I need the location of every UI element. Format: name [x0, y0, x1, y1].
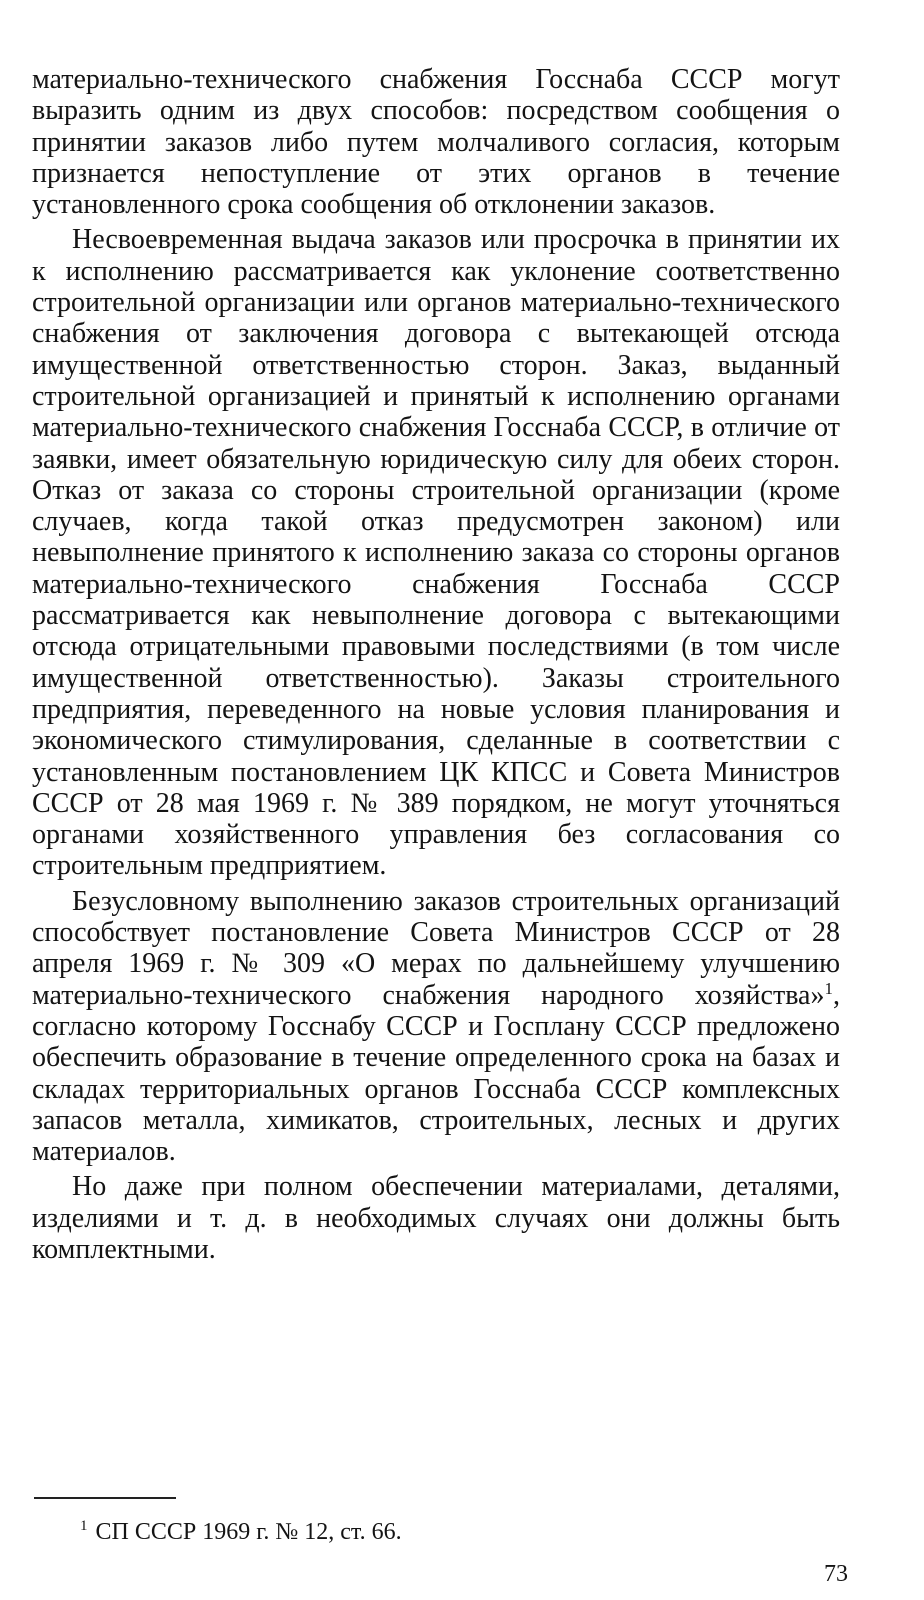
footnote-text: СП СССР 1969 г. № 12, ст. 66.	[95, 1519, 402, 1545]
footnote-mark: 1	[80, 1518, 88, 1534]
paragraph-3-text-after: , согласно которому Госснабу СССР и Госплану СССР предложено обеспечить образование в течение определенного срока на базах и складах территориальных органов Госснаба СССР комплексных запасов металла, химикатов, строительных, лесных и других материалов.	[32, 979, 840, 1168]
footnote-divider	[34, 1497, 176, 1499]
paragraph-2: Несвоевременная выдача заказов или просрочка в принятии их к исполнению рассматривается как уклонение соответственно строительной организации или органов материально-технического снабжения от заключения договора с вытекающей отсюда имущественной ответственностью сторон. Заказ, выданный строительной организацией и принятый к исполнению органами материально-технического снабжения Госснаба СССР, в отличие от заявки, имеет обязательную юридическую силу для обеих сторон. Отказ от заказа со стороны строительной организации (кроме случаев, когда такой отказ предусмотрен законом) или невыполнение принятого к исполнению заказа со стороны органов материально-технического снабжения Госснаба СССР рассматривается как невыполнение договора с вытекающими отсюда отрицательными правовыми последствиями (в том числе имущественной ответственностью). Заказы строительного предприятия, переведенного на новые условия планирования и экономического стимулирования, сделанные в соответствии с установленным постановлением ЦК КПСС и Совета Министров СССР от 28 мая 1969 г. № 389 порядком, не могут уточняться органами хозяйственного управления без согласования со строительным предприятием.	[32, 224, 840, 882]
footnote	[80, 1512, 402, 1546]
paragraph-1: материально-технического снабжения Госснаба СССР могут выразить одним из двух способов: посредством сообщения о принятии заказов либо путем молчаливого согласия, которым признается непоступление от этих органов в течение установленного срока сообщения об отклонении заказов.	[32, 64, 840, 221]
paragraph-3	[32, 886, 840, 1168]
page-number: 73	[824, 1561, 848, 1587]
paragraph-3-text-before: Безусловному выполнению заказов строительных организаций способствует постановление Совета Министров СССР от 28 апреля 1969 г. № 309 «О мерах по дальнейшему улучшению материально-технического снабжения народного хозяйства»	[32, 885, 840, 1011]
page-body	[32, 64, 840, 1265]
footnote-reference-mark: 1	[824, 978, 833, 998]
paragraph-4: Но даже при полном обеспечении материалами, деталями, изделиями и т. д. в необходимых случаях они должны быть комплектными.	[32, 1171, 840, 1265]
